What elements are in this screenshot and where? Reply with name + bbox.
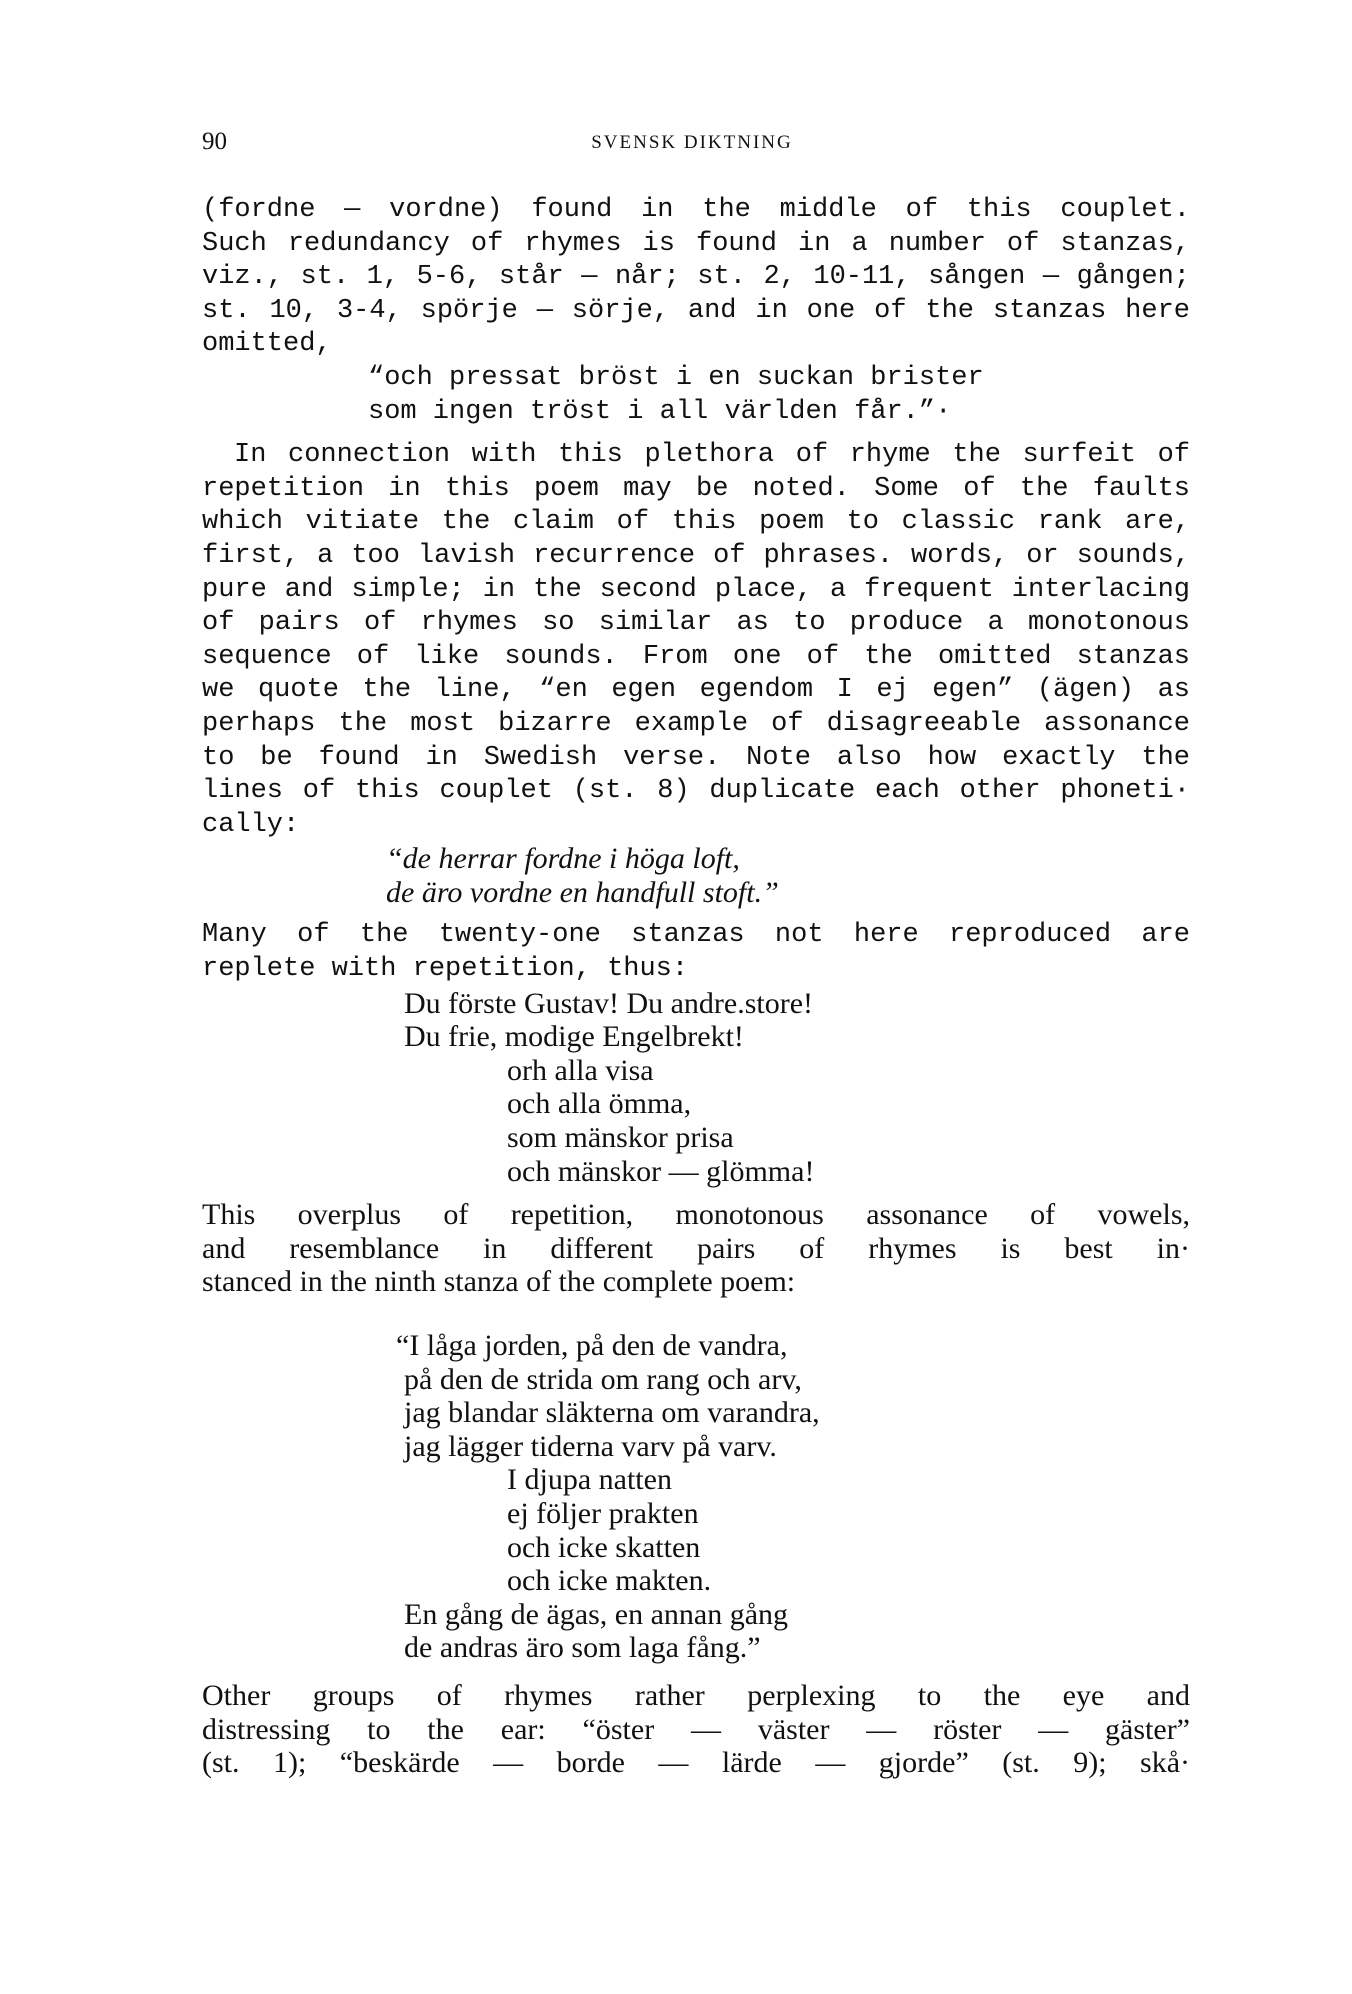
text-line: and resemblance in different pairs of rhymes is best in· <box>202 1231 1190 1265</box>
verse-line: som mänskor prisa <box>507 1121 734 1155</box>
verse-line: jag lägger tiderna varv på varv. <box>404 1429 777 1463</box>
verse-line: och alla ömma, <box>507 1087 692 1121</box>
text-line: Many of the twenty-one stanzas not here reproduced are <box>202 920 1190 951</box>
text-line: Other groups of rhymes rather perplexing to the eye and <box>202 1678 1190 1712</box>
text-line: first, a too lavish recurrence of phrases. words, or sounds, <box>202 540 1190 571</box>
verse-line: Du frie, modige Engelbrekt! <box>404 1020 744 1054</box>
verse-line: på den de strida om rang och arv, <box>404 1362 802 1396</box>
text-line: sequence of like sounds. From one of the omitted stanzas <box>202 641 1190 672</box>
verse-line: som ingen tröst i all världen får.”· <box>368 396 952 427</box>
paragraph-1 <box>202 194 1190 362</box>
verse-line: och icke skatten <box>507 1530 701 1564</box>
verse-line: “de herrar fordne i höga loft, <box>386 842 740 876</box>
verse-line: och icke makten. <box>507 1564 712 1598</box>
text-line: to be found in Swedish verse. Note also how exactly the <box>202 742 1190 773</box>
text-line: In connection with this plethora of rhyme the surfeit of <box>234 440 1190 471</box>
text-line: cally: <box>202 809 300 840</box>
text-line: (st. 1); “beskärde — borde — lärde — gjorde” (st. 9); skå· <box>202 1746 1190 1780</box>
quote-1 <box>202 362 1190 429</box>
verse-line: I djupa natten <box>507 1463 672 1497</box>
page-number: 90 <box>202 128 227 155</box>
running-head: SVENSK DIKTNING <box>591 132 793 153</box>
verse-line: de andras äro som laga fång.” <box>404 1631 761 1665</box>
text-line: replete with repetition, thus: <box>202 954 689 985</box>
verse-line: ej följer prakten <box>507 1496 699 1530</box>
verse-line: “och pressat bröst i en suckan brister <box>368 362 984 393</box>
quote-3 <box>202 987 1190 1189</box>
quote-4 <box>202 1329 1190 1665</box>
text-line: repetition in this poem may be noted. Some of the faults <box>202 473 1190 504</box>
paragraph-3 <box>202 919 1190 986</box>
page-header <box>202 128 1182 168</box>
text-line: (fordne — vordne) found in the middle of this couplet. <box>202 195 1190 225</box>
paragraph-4 <box>202 1198 1190 1299</box>
text-line: perhaps the most bizarre example of disagreeable assonance <box>202 708 1190 739</box>
paragraph-2 <box>202 439 1190 842</box>
text-line: we quote the line, “en egen egendom I ej egen” (ägen) as <box>202 675 1190 706</box>
text-line: stanced in the ninth stanza of the complete poem: <box>202 1265 796 1299</box>
text-line: This overplus of repetition, monotonous assonance of vowels, <box>202 1198 1190 1232</box>
verse-line: de äro vordne en handfull stoft.” <box>386 875 779 909</box>
text-line: which vitiate the claim of this poem to classic rank are, <box>202 507 1190 538</box>
verse-line: orh alla visa <box>507 1053 654 1087</box>
verse-line: “I låga jorden, på den de vandra, <box>396 1329 788 1362</box>
verse-line: jag blandar släkterna om varandra, <box>404 1396 820 1430</box>
verse-line: och mänskor — glömma! <box>507 1154 815 1188</box>
text-line: of pairs of rhymes so similar as to produce a monotonous <box>202 608 1190 639</box>
text-line: lines of this couplet (st. 8) duplicate each other phoneti· <box>202 776 1190 807</box>
text-line: pure and simple; in the second place, a frequent interlacing <box>202 574 1190 605</box>
text-line: omitted, <box>202 329 332 360</box>
text-line: Such redundancy of rhymes is found in a number of stanzas, <box>202 228 1190 259</box>
quote-2 <box>202 842 1190 909</box>
body-text <box>202 194 1190 1780</box>
verse-line: Du förste Gustav! Du andre.store! <box>404 986 814 1020</box>
text-line: st. 10, 3-4, spörje — sörje, and in one of the stanzas here <box>202 295 1190 326</box>
text-line: viz., st. 1, 5-6, står — når; st. 2, 10-11, sången — gången; <box>202 262 1190 293</box>
verse-line: En gång de ägas, en annan gång <box>404 1597 789 1631</box>
paragraph-5 <box>202 1679 1190 1780</box>
text-line: distressing to the ear: “öster — väster — röster — gäster” <box>202 1712 1190 1746</box>
